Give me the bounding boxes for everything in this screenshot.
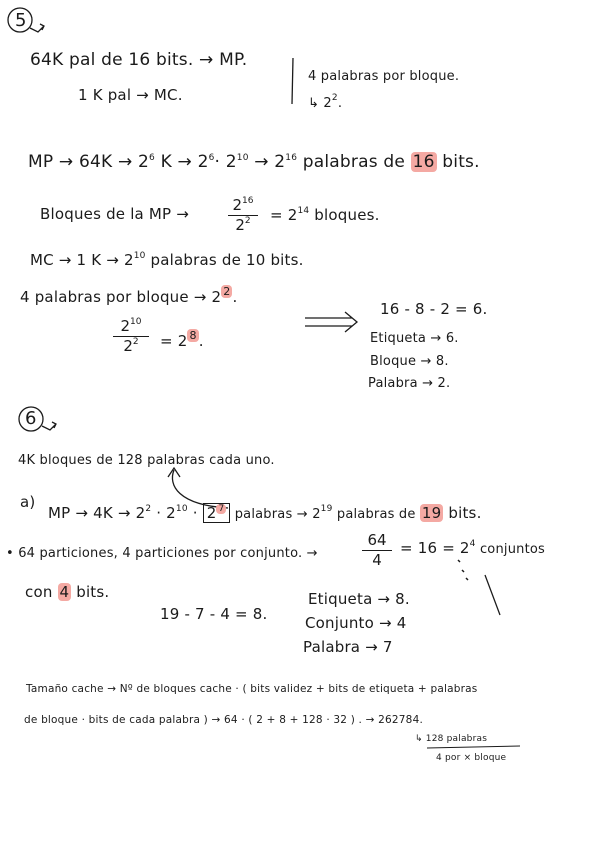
p6-particiones: • 64 particiones, 4 particiones por conjunto. → <box>6 546 318 561</box>
highlight-16: 16 <box>412 152 435 172</box>
p5-mc-line: MC → 1 $K \to 2^{10}$ palabras de 10 bits. <box>30 251 304 269</box>
p5-line-2: 1 K pal → MC. <box>78 86 183 104</box>
p6-calc: 19 - 7 - 4 = 8. <box>160 605 268 623</box>
highlight-7: 7 <box>218 504 225 514</box>
problem-5-arrow-icon <box>30 24 44 32</box>
p6-con-bits: con 4 bits. <box>25 583 110 601</box>
implies-arrow-icon <box>305 312 357 332</box>
p5-right-1: 4 palabras por bloque. <box>308 69 460 84</box>
highlight-8: 8 <box>189 329 197 342</box>
p5-mp-line: MP → $64K \to 2^6$ $K \to 2^6\cdot 2^{10} \to 2^{16}$ palabras de 16 bits. <box>28 152 480 172</box>
problem-6-number: 6 <box>25 408 37 429</box>
divider-line <box>292 58 293 104</box>
p6-tamano-line-2: de bloque · bits de cada palabra ) → 64 · ( 2 + 8 + 128 · 32 ) . → 262784. <box>24 714 423 726</box>
p5-fraction-result: = 2 $^8$ . <box>160 329 204 350</box>
p6-palabra: Palabra → 7 <box>303 638 393 656</box>
boxed-2-7: 2 $^7$ <box>203 503 231 523</box>
p5-bloques-fraction: $2^{16}$ $2^2$ <box>228 197 258 233</box>
p6-conjunto: Conjunto → 4 <box>305 614 407 632</box>
dotted-mark-icon <box>458 560 468 580</box>
p5-bloques-label: Bloques de la MP → <box>40 205 190 223</box>
stroke-mark <box>485 575 500 615</box>
p5-line-1: 64K pal de 16 bits. → MP. <box>30 50 248 70</box>
highlight-2: 2 <box>223 285 231 298</box>
p5-calc: 16 - 8 - 2 = 6. <box>380 300 488 318</box>
p6-note-1: ↳ 128 palabras <box>415 734 488 744</box>
note-underline <box>427 746 520 748</box>
p6-note-2: 4 por × bloque <box>436 753 507 763</box>
problem-5-number: 5 <box>15 10 27 31</box>
p6-tamano-line-1: Tamaño cache → Nº de bloques cache · ( bits validez + bits de etiqueta + palabras <box>26 683 478 695</box>
p5-bloques-result: = $2^{14}$ bloques. <box>270 206 380 224</box>
p6-conjuntos: = $16 = 2^4$ conjuntos <box>400 539 545 557</box>
p6-part-a-label: a) <box>20 493 36 511</box>
p6-line-1: 4K bloques de 128 palabras cada uno. <box>18 453 275 468</box>
highlight-19: 19 <box>421 504 442 522</box>
p5-palabra: Palabra → 2. <box>368 376 451 391</box>
problem-6-arrow-icon <box>42 422 56 430</box>
p6-etiqueta: Etiqueta → 8. <box>308 590 410 608</box>
p5-bloque: Bloque → 8. <box>370 354 449 369</box>
p5-fraction: $2^{10}$ $2^2$ <box>113 318 149 354</box>
p6-mp-line: MP → $4K \to 2^2 \cdot 2^{10} \cdot 2$ $^7$ palabras → $2^{19}$ palabras de 19 bits. <box>48 504 482 522</box>
highlight-4: 4 <box>59 583 70 601</box>
p6-fraction: 64 4 <box>362 532 392 568</box>
p5-palabras-bloque: 4 palabras por bloque → 2 $^2$ . <box>20 285 238 306</box>
p5-right-2: ↳ $2^2$. <box>308 93 343 111</box>
p5-etiqueta: Etiqueta → 6. <box>370 331 459 346</box>
